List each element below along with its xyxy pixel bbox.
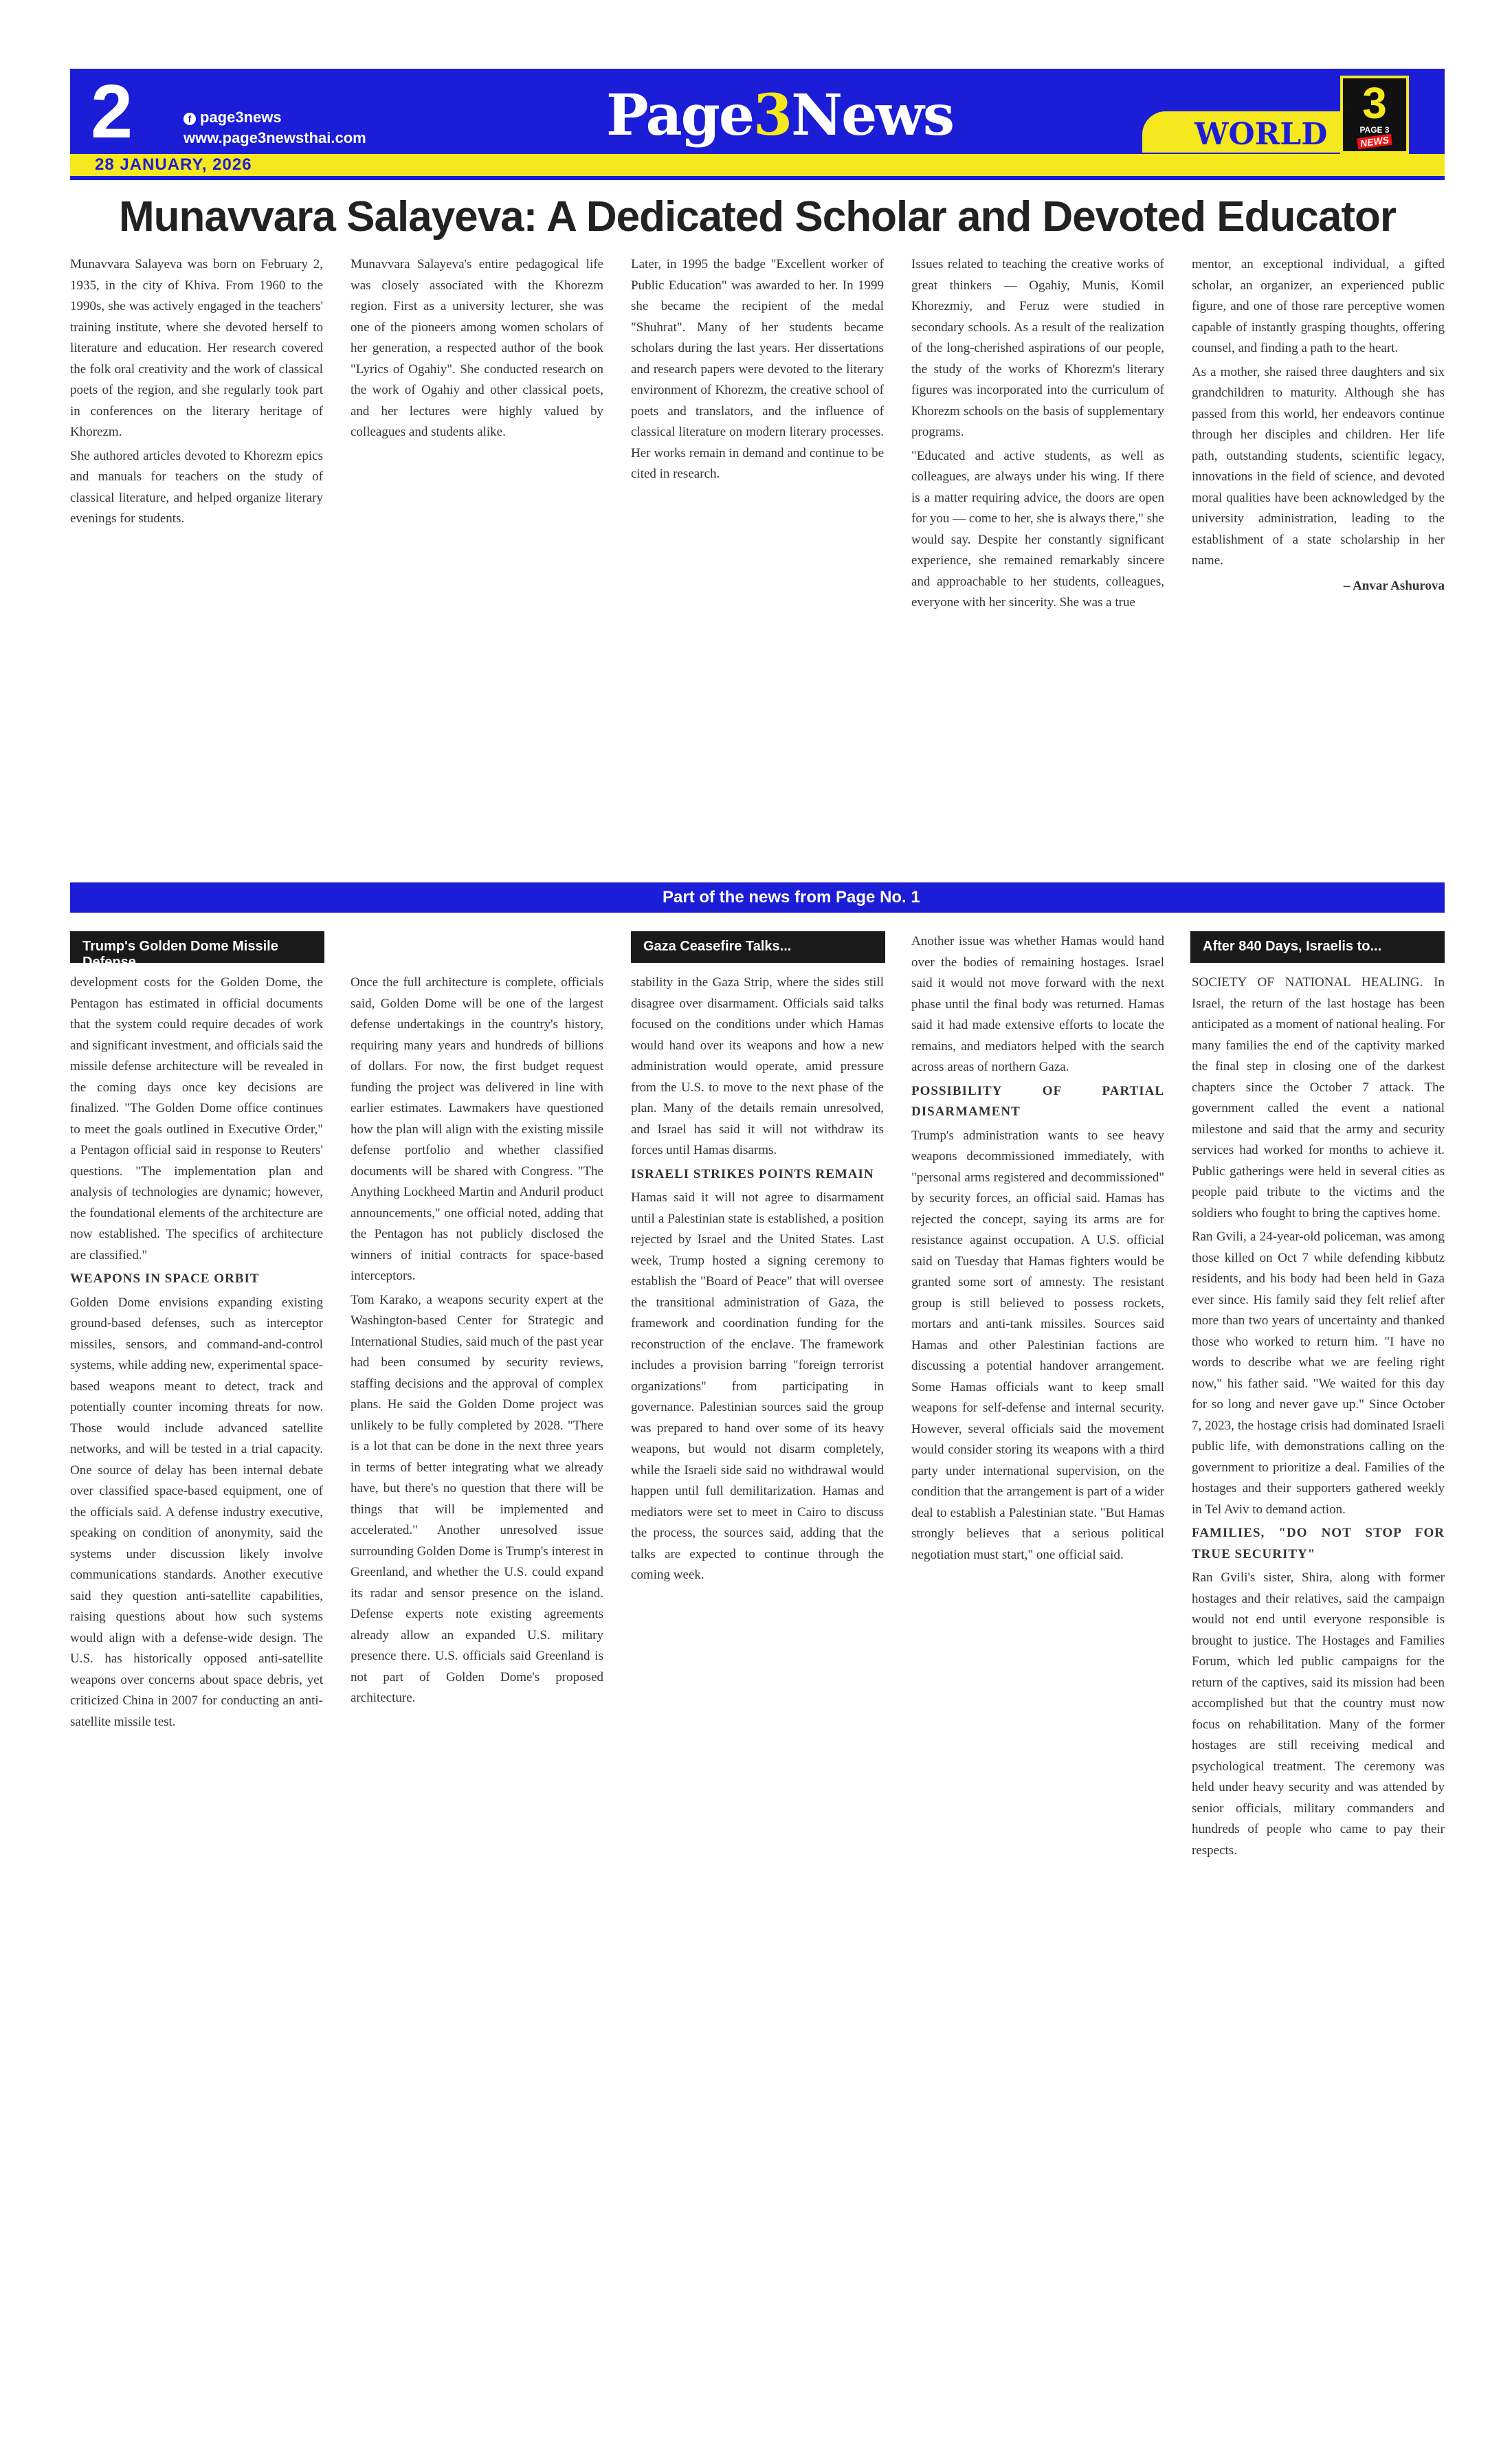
- paragraph: mentor, an exceptional individual, a gifted scholar, an organizer, an experienced public figure, and one of those rare perceptive women capable of instantly grasping thoughts, offering counsel, and finding a path to the heart.: [1192, 257, 1445, 355]
- subheading: WEAPONS IN SPACE ORBIT: [70, 1271, 260, 1286]
- paragraph: As a mother, she raised three daughters and six grandchildren to maturity. Although she has passed from this world, her endeavors continue through her disciples and children. Her life path, outstanding students, scientific legacy, innovations in the field of science, and devoted moral qualities have been acknowledged by the university administration, leading to the establishment of a state scholarship in her name.: [1192, 364, 1445, 568]
- paragraph: development costs for the Golden Dome, the Pentagon has estimated in official documents that the system could require decades of work and significant investment, and officials said the missile defense architecture will be revealed in the coming days once key decisions are finalized. "The Golden Dome office continues to meet the goals outlined in Executive Order," a Pentagon official said in response to Reuters' questions. "The implementation plan and analysis of technologies are dynamic; however, the foundational elements of the architecture are now established. The specifics of architecture are classified.": [70, 975, 323, 1262]
- paragraph: Issues related to teaching the creative works of great thinkers — Ogahiy, Munis, Komil Khorezmiy, and Feruz were studied in secondary schools. As a result of the realization of the long-cherished aspirations of our people, the study of the works of Khorezm's literary figures was incorporated into the curriculum of Khorezm schools on the basis of supplementary programs.: [911, 257, 1164, 439]
- paragraph: She authored articles devoted to Khorezm epics and manuals for teachers on the study of classical literature, and helped organize literary evenings for students.: [70, 448, 323, 526]
- author-signature: – Anvar Ashurova: [1343, 578, 1445, 593]
- paragraph: Ran Gvili, a 24-year-old policeman, was among those killed on Oct 7 while defending kibbutz residents, and his body had been held in Gaza ever since. His family said they felt relief after more than two years of uncertainty and thanked those who worked to return him. "I have no words to describe what we are feeling right now," his father said. "We waited for this day for so long and never gave up." Since October 7, 2023, the hostage crisis had dominated Israeli public life, with demonstrations calling on the government to prioritize a deal. Families of the hostages and their supporters gathered weekly in Tel Aviv to demand action.: [1192, 1229, 1445, 1517]
- continued-column-4: [911, 931, 1164, 2416]
- website-link[interactable]: www.page3newsthai.com: [184, 129, 366, 146]
- continued-column-5: [1192, 972, 1445, 2416]
- paragraph: Trump's administration wants to see heavy weapons decommissioned immediately, with "personal arms registered and decommissioned" by security forces, an official said. Hamas has rejected the concept, saying its arms are for resistance against occupation. A U.S. official said on Tuesday that Hamas fighters would be granted some sort of amnesty. The resistant group is still believed to possess rockets, mortars and anti-tank missiles. Sources said Hamas and other Palestinian factions are discussing a potential handover arrangement. Some Hamas officials want to keep small weapons for self-defense and internal security. However, several officials said the movement would consider storing its weapons with a third party under international supervision, on the condition that the arrangement is part of a wider deal to establish a Palestinian state. "But Hamas strongly believes that a serious political negotiation must start," one official said.: [911, 1128, 1164, 1562]
- social-links: [184, 107, 366, 148]
- paragraph: Later, in 1995 the badge "Excellent worker of Public Education" was awarded to her. In 1999 she became the recipient of the medal "Shuhrat". Many of her students became scholars during the last years. Her dissertations and research papers were devoted to the literary environment of Khorezm, the creative school of poets and translators, and the influence of classical literature on modern literary processes. Her works remain in demand and continue to be cited in research.: [631, 257, 884, 481]
- subheading: POSSIBILITY OF PARTIAL DISARMAMENT: [911, 1083, 1164, 1119]
- paragraph: Another issue was whether Hamas would hand over the bodies of remaining hostages. Israel said it would not move forward with the next phase until the final body was returned. Hamas said it had made extensive efforts to locate the remains, and mediators helped with the search across areas of northern Gaza.: [911, 934, 1164, 1074]
- feature-column-1: [70, 254, 323, 873]
- subheading: ISRAELI STRIKES POINTS REMAIN: [631, 1166, 874, 1181]
- paragraph: "Educated and active students, as well as colleagues, are always under his wing. If there is a matter requiring advice, the doors are open for you — come to her, she is always there," she would say. Despite her constantly significant experience, she remained remarkably sincere and approachable to her students, colleagues, everyone with her sincerity. She was a true: [911, 448, 1164, 610]
- continued-column-2: [351, 972, 603, 2416]
- paragraph: Munavvara Salayeva's entire pedagogical life was closely associated with the Khorezm region. First as a university lecturer, she was one of the pioneers among women scholars of her generation, a respected author of the book "Lyrics of Ogahiy". She conducted research on the work of Ogahiy and other classical poets, and her lectures were highly valued by colleagues and students alike.: [351, 257, 603, 439]
- paragraph: stability in the Gaza Strip, where the sides still disagree over disarmament. Officials said talks focused on the conditions under which Hamas would hand over its weapons and how a new administration would operate, amid pressure from the U.S. to move to the next phase of the plan. Many of the details remain unresolved, and Israel has said it will not withdraw its forces until Hamas disarms.: [631, 975, 884, 1157]
- paragraph: SOCIETY OF NATIONAL HEALING. In Israel, the return of the last hostage has been anticipated as a moment of national healing. For many families the end of the captivity marked the final step in closing one of the darkest chapters since the October 7 attack. The government called the event a national milestone and said that the army and security services had worked for months to achieve it. Public gatherings were held in several cities as people paid tribute to the victims and the soldiers who fought to bring the captives home.: [1192, 975, 1445, 1221]
- brand-logo-icon: 3 PAGE 3 NEWS: [1340, 76, 1409, 154]
- issue-date: 28 JANUARY, 2026: [95, 155, 252, 174]
- continued-column-1: [70, 972, 323, 2416]
- page3news-logo: Page3News: [606, 82, 954, 148]
- section-label: WORLD: [1194, 117, 1328, 152]
- masthead: [70, 69, 1445, 154]
- continued-banner: [70, 882, 1445, 913]
- page-headline: Munavvara Salayeva: A Dedicated Scholar and Devoted Educator: [118, 193, 1397, 241]
- feature-column-4: [911, 254, 1164, 873]
- paragraph: Tom Karako, a weapons security expert at the Washington-based Center for Strategic and International Studies, said much of the past year had been consumed by security reviews, staffing decisions and the approval of complex plans. He said the Golden Dome project was unlikely to be fully completed by 2028. "There is a lot that can be done in the next three years in terms of better integrating what we already have, but there's no question that there will be things that will be implemented and accelerated." Another unresolved issue surrounding Golden Dome is Trump's interest in Greenland, and whether the U.S. could expand its radar and sensor presence on the island. Defense experts note existing agreements already allow an expanded U.S. military presence there. U.S. officials said Greenland is not part of Golden Dome's proposed architecture.: [351, 1292, 603, 1705]
- paragraph: Golden Dome envisions expanding existing ground-based defenses, such as interceptor missiles, sensors, and command-and-control systems, while adding new, experimental space-based weapons meant to detect, track and potentially counter incoming threats for now. Those would include advanced satellite networks, and will be tested in a trial capacity. One source of delay has been internal debate over classified space-based equipment, one of the officials said. A defense industry executive, speaking on condition of anonymity, said the systems under discussion likely involve communications standards. Another executive said they question anti-satellite capabilities, raising questions about how such systems would align with a defense-wide design. The U.S. has historically opposed anti-satellite weapons over concerns about space debris, yet criticized China in 2007 for conducting an anti-satellite missile test.: [70, 1295, 323, 1729]
- newspaper-page: [70, 69, 1445, 2419]
- story-tag-golden-dome[interactable]: Trump's Golden Dome Missile Defense: [70, 931, 324, 963]
- feature-column-3: [631, 254, 884, 873]
- facebook-handle[interactable]: page3news: [200, 109, 282, 126]
- feature-column-5: [1192, 254, 1445, 873]
- paragraph: Hamas said it will not agree to disarmament until a Palestinian state is established, a position rejected by Israel and the United States. Last week, Trump hosted a signing ceremony to establish the "Board of Peace" that will oversee the transitional administration of Gaza, the framework and coordination funding for the reconstruction of the enclave. The framework includes a provision barring "foreign terrorist organizations" from participating in governance. Palestinian sources said the group was prepared to hand over some of its heavy weapons, but would not disarm completely, while the Israeli side said no withdrawal would happen until full demilitarization. Hamas and mediators were set to meet in Cairo to discuss the process, the sources said, adding that the talks are expected to continue through the coming week.: [631, 1190, 884, 1582]
- feature-column-2: [351, 254, 603, 873]
- section-tab: [1142, 111, 1355, 153]
- story-tag-gaza[interactable]: Gaza Ceasefire Talks...: [631, 931, 885, 963]
- story-tag-israelis[interactable]: After 840 Days, Israelis to...: [1190, 931, 1445, 963]
- paragraph: Ran Gvili's sister, Shira, along with former hostages and their relatives, said the campaign would not end until everyone responsible is brought to justice. The Hostages and Families Forum, which led public campaigns for the return of the captives, said its mission had been accomplished but that the country must now focus on rehabilitation. Many of the former hostages are still receiving medical and psychological treatment. The ceremony was held under heavy security and was attended by senior officials, military commanders and hundreds of people who came to pay their respects.: [1192, 1570, 1445, 1858]
- facebook-icon: f: [184, 113, 196, 125]
- date-bar: [70, 154, 1445, 180]
- page-number: 2: [91, 69, 133, 154]
- paragraph: Munavvara Salayeva was born on February 2, 1935, in the city of Khiva. From 1960 to the 1990s, she was actively engaged in the teachers' training institute, where she devoted herself to literature and education. Her research covered the folk oral creativity and the work of classical poets of the region, and she regularly took part in conferences on the literary heritage of Khorezm.: [70, 257, 323, 439]
- continued-label: Part of the news from Page No. 1: [663, 888, 920, 906]
- continued-column-3: [631, 972, 884, 2416]
- paragraph: Once the full architecture is complete, officials said, Golden Dome will be one of the largest defense undertakings in the country's history, requiring many years and hundreds of billions of dollars. For now, the first budget request funding the project was delivered in line with earlier estimates. Lawmakers have questioned how the plan will align with the existing missile defense portfolio and whether classified documents will be shared with Congress. "The Anything Lockheed Martin and Anduril product announcements," one official noted, adding that the Pentagon has not publicly disclosed the winners of initial contracts for space-based interceptors.: [351, 975, 603, 1283]
- subheading: FAMILIES, "DO NOT STOP FOR TRUE SECURITY": [1192, 1526, 1445, 1561]
